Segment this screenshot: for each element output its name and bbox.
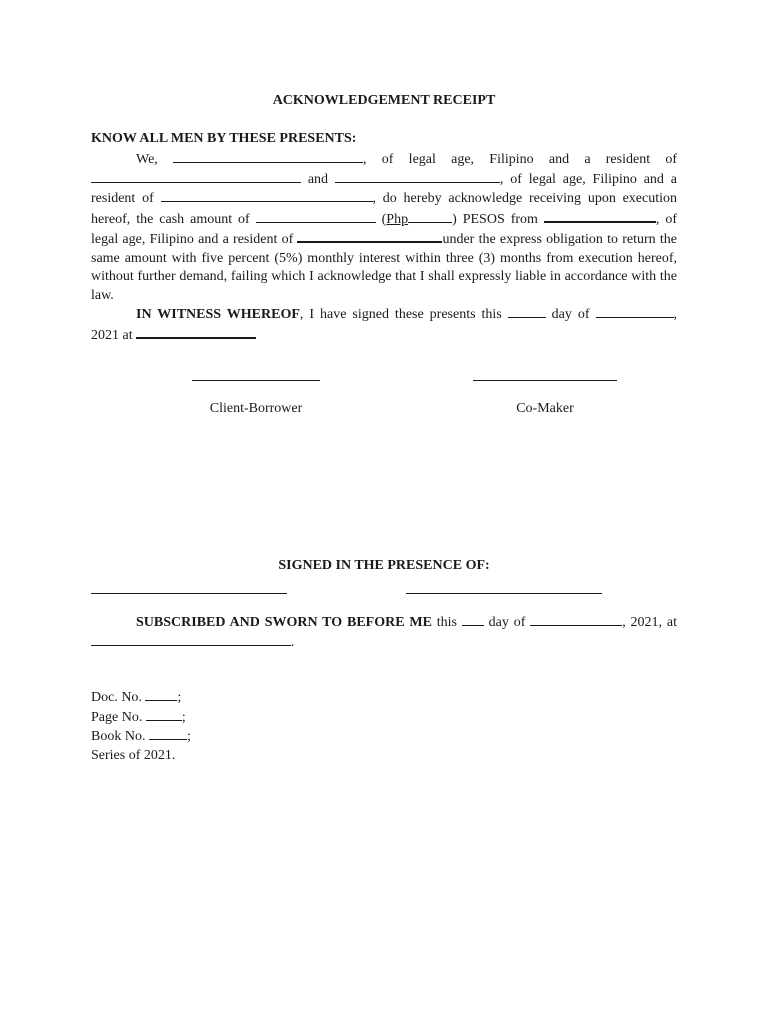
cash-amount-figure-blank[interactable] (408, 210, 452, 223)
para1-text: ) PESOS from (452, 211, 544, 227)
para1-text: , of legal age, Filipino and a resident of (91, 171, 677, 206)
para3-text: this (431, 615, 462, 630)
witness-line-right[interactable] (406, 593, 602, 594)
doc-number-label: Doc. No. (91, 690, 142, 705)
page-number-entry: Page No. ; (91, 709, 186, 725)
borrower-signature-line[interactable] (192, 379, 320, 381)
book-number-label: Book No. (91, 729, 146, 744)
para2-text: , I have signed these presents this (299, 307, 508, 322)
page-number-blank[interactable] (146, 708, 182, 721)
lender-residence-blank[interactable] (297, 229, 442, 243)
jurat-place-blank[interactable] (91, 633, 291, 646)
comaker-signature-label: Co-Maker (516, 401, 574, 416)
acknowledgement-paragraph (91, 150, 677, 305)
comaker-residence-blank[interactable] (161, 189, 373, 202)
borrower-signature-label: Client-Borrower (209, 401, 303, 416)
para1-text: , do hereby acknowledge receiving upon execution hereof, the cash amount of (91, 191, 677, 227)
page-number-label: Page No. (91, 709, 143, 725)
borrower-signature (192, 379, 320, 417)
para2-text: , 2021 at (91, 307, 677, 343)
book-number-entry: Book No. ; (91, 729, 191, 744)
para1-text: , of legal age, Filipino and a resident of (363, 152, 677, 167)
para3-text: , 2021, at (622, 615, 677, 630)
document-title: ACKNOWLEDGEMENT RECEIPT (272, 93, 496, 108)
witness-line-left[interactable] (91, 593, 287, 594)
book-number-blank[interactable] (149, 727, 187, 740)
borrower-residence-blank[interactable] (91, 170, 301, 183)
witness-lines (91, 593, 677, 613)
opening-line: KNOW ALL MEN BY THESE PRESENTS: (91, 131, 357, 146)
borrower-name-blank[interactable] (173, 150, 363, 163)
notarial-register (91, 688, 677, 765)
para3-text: . (291, 634, 295, 650)
series-entry: Series of 2021. (91, 747, 176, 763)
php-label: Php (386, 211, 409, 227)
cash-amount-words-blank[interactable] (256, 210, 376, 223)
jurat-heading: SUBSCRIBED AND SWORN TO BEFORE ME (136, 615, 432, 630)
signing-day-blank[interactable] (508, 305, 546, 318)
witness-heading: IN WITNESS WHEREOF (136, 307, 300, 322)
para1-text: under the express obligation to return the same amount with five percent (5%) monthly interest within three (3) months from execution hereof, without further demand, failing which I acknowledge that I shall expressly liable in accordance with the law. (91, 232, 677, 303)
document-page (91, 90, 677, 765)
jurat-day-blank[interactable] (462, 613, 484, 626)
doc-number-blank[interactable] (145, 688, 177, 701)
signing-place-blank[interactable] (136, 325, 256, 339)
witness-paragraph (91, 305, 677, 345)
lender-name-blank[interactable] (544, 209, 656, 223)
presence-heading: SIGNED IN THE PRESENCE OF: (278, 558, 490, 573)
doc-number-entry: Doc. No. ; (91, 690, 182, 705)
para1-text: , of legal age, Filipino and a resident of (91, 211, 677, 247)
para1-text: We, (136, 152, 174, 167)
signature-block (91, 379, 677, 459)
para1-text: ( (375, 211, 387, 227)
jurat-paragraph (91, 613, 677, 652)
comaker-signature-line[interactable] (473, 379, 617, 381)
comaker-signature (473, 379, 617, 417)
signing-month-blank[interactable] (596, 305, 674, 318)
para2-text: day of (545, 307, 596, 322)
comaker-name-blank[interactable] (335, 170, 500, 183)
para1-text: and (301, 171, 335, 187)
jurat-month-blank[interactable] (530, 613, 622, 626)
para3-text: day of (483, 615, 531, 630)
